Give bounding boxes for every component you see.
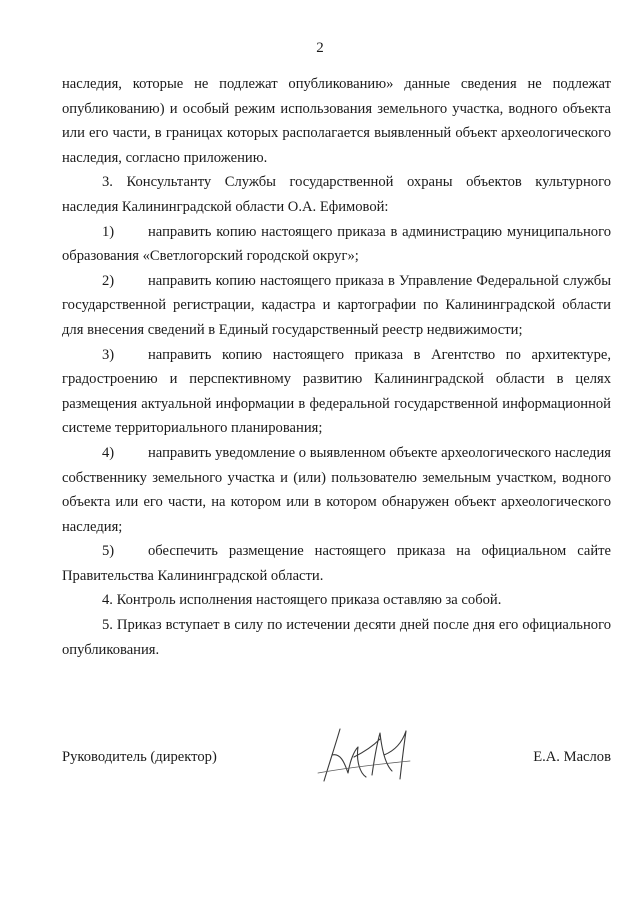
paragraph-4: 4. Контроль исполнения настоящего приказа оставляю за собой. (102, 592, 502, 609)
signatory-title: Руководитель (директор) (62, 749, 217, 765)
paragraph-3: 3. Консультанту Службы государственной охраны объектов культурного наследия Калининградской области О.А. Ефимовой: (62, 174, 611, 215)
list-item-3 (62, 343, 611, 441)
list-item-5 (62, 539, 611, 588)
list-item-number: 1) (102, 223, 115, 240)
list-item-number: 4) (102, 444, 115, 461)
list-item-text: направить копию настоящего приказа в Агентство по архитектуре, градостроению и перспективному развитию Калининградской области в целях размещения актуальной информации в федеральной государственной информационной системе территориального планирования; (62, 346, 611, 437)
list-item-number: 2) (102, 272, 115, 289)
signature-block (62, 735, 611, 795)
list-item-number: 5) (102, 543, 115, 560)
list-item-text: направить копию настоящего приказа в Управление Федеральной службы государственной регистрации, кадастра и картографии по Калининградской области для внесения сведений в Единый государственный реестр недвижимости; (62, 272, 611, 338)
list-item-number: 3) (102, 346, 115, 363)
list-item-4 (62, 441, 611, 539)
page-number: 2 (316, 40, 324, 56)
signatory-name: Е.А. Маслов (533, 749, 611, 765)
list-item-1 (62, 220, 611, 269)
list-item-text: обеспечить размещение настоящего приказа на официальном сайте Правительства Калининградской области. (62, 543, 611, 584)
list-item-text: направить копию настоящего приказа в администрацию муниципального образования «Светлогорский городской округ»; (62, 223, 611, 265)
handwritten-signature (310, 721, 420, 791)
document-body (62, 72, 611, 662)
list-item-2 (62, 269, 611, 343)
paragraph-5: 5. Приказ вступает в силу по истечении десяти дней после дня его официального опубликования. (62, 617, 611, 658)
paragraph-continuation: наследия, которые не подлежат опубликованию» данные сведения не подлежат опубликованию) и особый режим использования земельного участка, водного объекта или его части, в границах которых располагается выявленный объект археологического наследия, согласно приложению. (62, 76, 611, 166)
list-item-text: направить уведомление о выявленном объекте археологического наследия собственнику земельного участка и (или) пользователю земельным участком, водного объекта или его части, на котором или в котором обнаружен объект археологического наследия; (62, 444, 611, 535)
